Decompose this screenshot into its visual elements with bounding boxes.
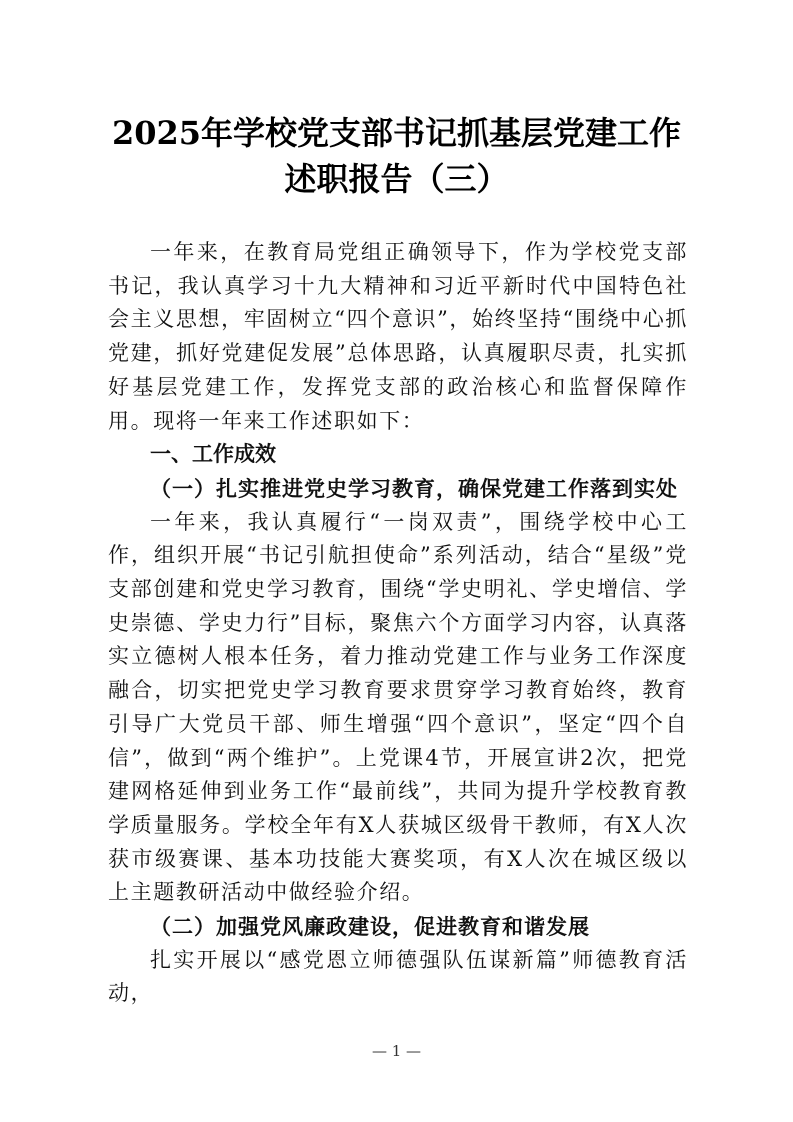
intro-paragraph: 一年来，在教育局党组正确领导下，作为学校党支部书记，我认真学习十九大精神和习近平新时代中国特色社会主义思想，牢固树立“四个意识”，始终坚持“围绕中心抓党建，抓好党建促发展”总体思路，认真履职尽责，扎实抓好基层党建工作，发挥党支部的政治核心和监督保障作用。现将一年来工作述职如下： [108,240,688,433]
document-title: 2025年学校党支部书记抓基层党建工作述职报告（三） [111,114,682,198]
section-heading-1: 一、工作成效 [150,442,276,467]
subsection-heading-1: （一）扎实推进党史学习教育，确保党建工作落到实处 [150,475,678,501]
page-number: — 1 — [371,1042,422,1060]
subsection-heading-2: （二）加强党风廉政建设，促进教育和谐发展 [150,914,590,940]
document-body [108,236,688,1011]
subsection-2-paragraph: 扎实开展以“感党恩立师德强队伍谋新篇”师德教育活动， [108,947,688,1006]
subsection-1-paragraph: 一年来，我认真履行“一岗双责”，围绕学校中心工作，组织开展“书记引航担使命”系列活动，结合“星级”党支部创建和党史学习教育，围绕“学史明礼、学史增信、学史崇德、学史力行”目标，聚焦六个方面学习内容，认真落实立德树人根本任务，着力推动党建工作与业务工作深度融合，切实把党史学习教育要求贯穿学习教育始终，教育引导广大党员干部、师生增强“四个意识”，坚定“四个自信”，做到“两个维护”。上党课4节，开展宣讲2次，把党建网格延伸到业务工作“最前线”，共同为提升学校教育教学质量服务。学校全年有X人获城区级骨干教师，有X人次获市级赛课、基本功技能大赛奖项，有X人次在城区级以上主题教研活动中做经验介绍。 [108,509,688,905]
